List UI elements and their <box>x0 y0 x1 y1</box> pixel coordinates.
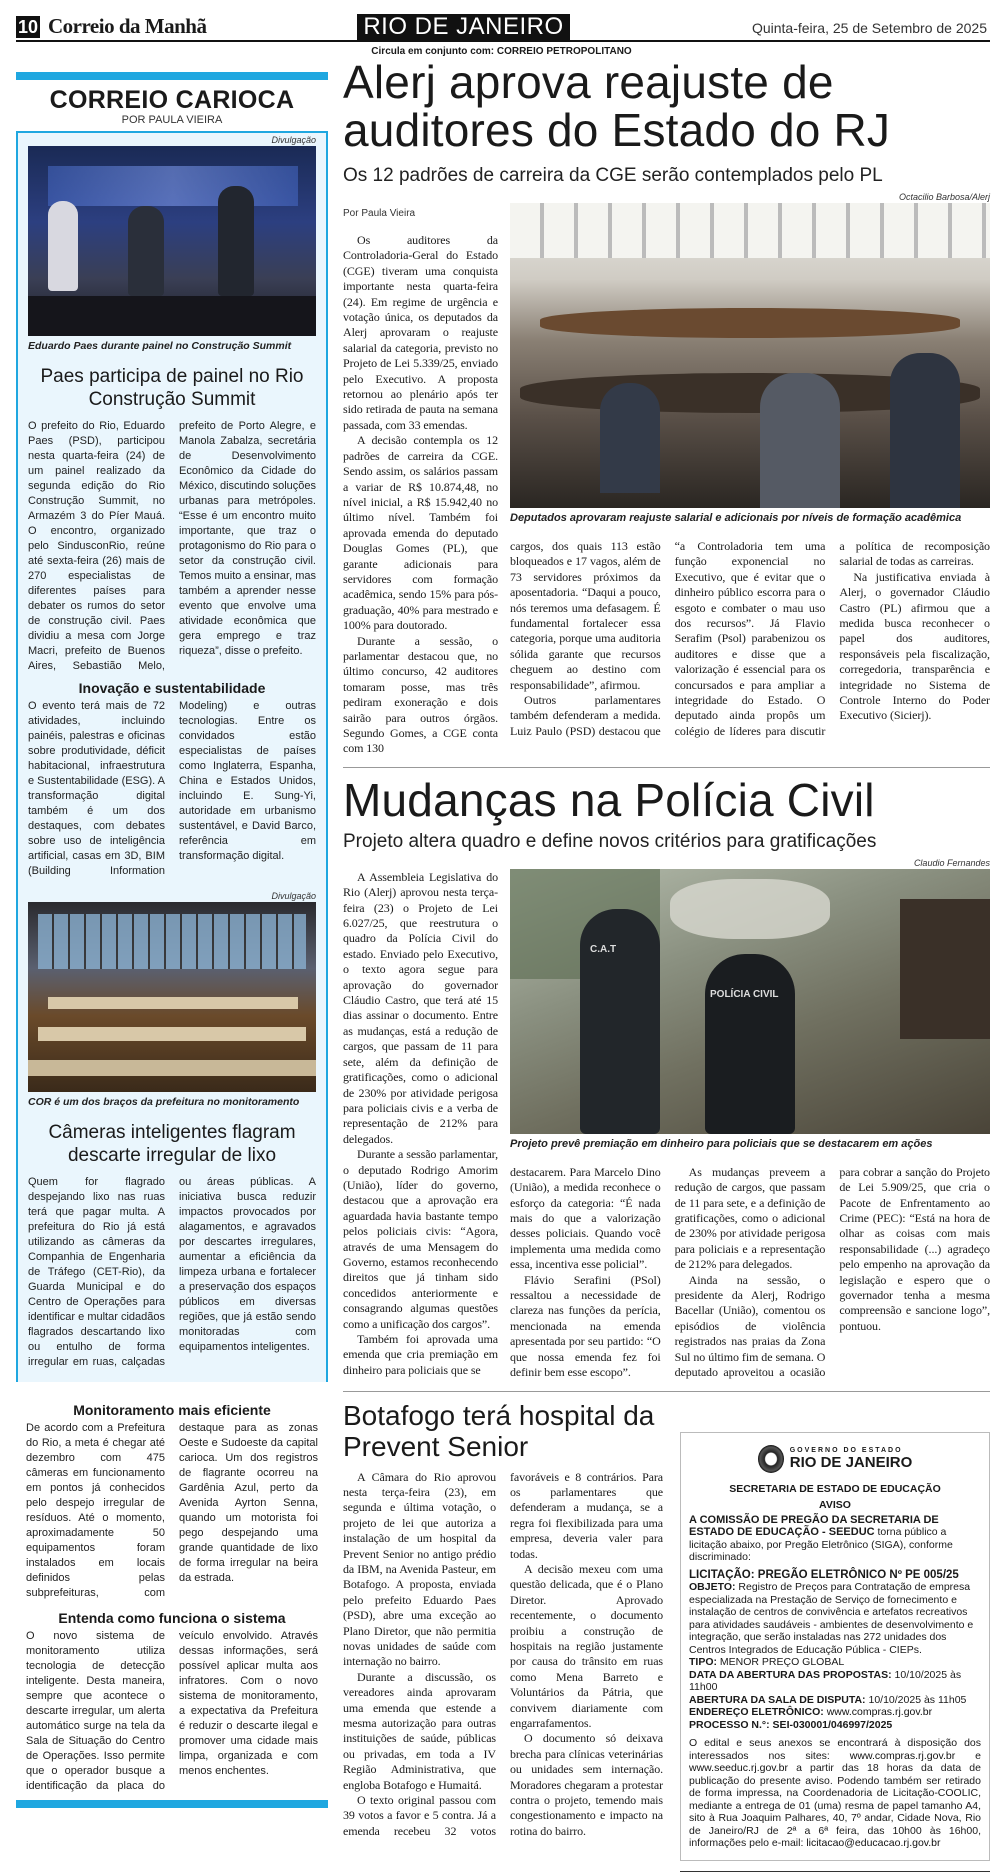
notice-intro-bold: A COMISSÃO DE PREGÃO DA SECRETARIA DE ESTADO DE EDUCAÇÃO - SEEDUC <box>689 1513 939 1538</box>
issue-date: Quinta-feira, 25 de Setembro de 2025 <box>751 20 987 36</box>
paragraph: Durante a sessão, o parlamentar destacou que, no último concurso, 42 auditores tomaram posse, mas três pediram exoneração e dois sairão para outros órgãos. Segundo Gomes, a CGE conta com 130 <box>343 633 498 756</box>
column-title: CORREIO CARIOCA <box>49 86 295 114</box>
vest-text: POLÍCIA CIVIL <box>710 988 779 1000</box>
notice-process-number: SEI-030001/046997/2025 <box>769 1718 893 1731</box>
photo-credit: Claudio Fernandes <box>913 857 990 868</box>
paragraph: Durante a discussão, os vereadores ainda aprovaram uma emenda que estende a mesma autorização para outras instituições de saúde, públicas ou privadas, em toda a IV Região Administrativa, que engloba Botafogo e Humaitá. <box>343 1669 496 1792</box>
notice-text: a partir das 18 horas da data de publicação do presente aviso. Podendo também ser retirado de forma impressa, na Coordenadoria de Licitação-COOLIC, mediante a entrega de 01 (uma) resma de papel tamanho A4, sito à Rua Joaquim Palhares, 40, 7º andar, Cidade Nova, Rio de Janeiro/RJ de 2ª a 6ª feira, das 10h00 às 16h00, informações pelo e-mail: <box>689 1762 981 1849</box>
story-headline: Paes participa de painel no Rio Construção Summit <box>40 366 304 410</box>
newspaper-name: Correio da Manhã <box>48 14 207 38</box>
story-subhead: Monitoramento mais eficiente <box>73 1402 271 1418</box>
story-text: O prefeito do Rio, Eduardo Paes (PSD), participou nesta quarta-feira (24) de um painel realizado da segunda edição do Rio Construção Summit, no Armazém 3 do Píer Mauá. O encontro, organizado pelo SindusconRio, reúne até sexta-feira (26) mais de 270 especialistas de diferentes países para debater os rumos do setor de construção civil. Paes dividiu a mesa com Jorge Macri, prefeito de Buenos Aires, Sebastião Melo, prefeito de Porto Alegre, e Manola Zabalza, secretária de Desenvolvimento Econômico da Cidade do México, discutindo soluções urbanas para metrópoles. “Esse é um encontro muito importante, que traz o protagonismo do Rio para o setor da construção civil. Temos muito a ensinar, mas também a aprender nesse evento que envolve uma atividade econômica que gera emprego e traz riqueza”, disse o prefeito. <box>28 420 316 672</box>
header-rule <box>16 40 990 42</box>
divider <box>343 767 990 768</box>
email-link[interactable]: licitacao@educacao.rj.gov.br <box>806 1837 941 1849</box>
paragraph: O documento só deixava brecha para clínicas veterinárias ou unidades sem internação. Moradores chegaram a protestar contra o projeto, temendo mais congestionamento e impacto na rotina do bairro. <box>510 1731 663 1838</box>
photo-caption: Projeto prevê premiação em dinheiro para policiais que se destacarem em ações <box>510 1137 933 1150</box>
assembly-photo <box>510 203 990 508</box>
seeduc-link[interactable]: www.seeduc.rj.gov.br <box>689 1762 789 1774</box>
sidebar <box>16 72 328 1808</box>
photo-caption: Eduardo Paes durante painel no Construção Summit <box>28 340 292 352</box>
paragraph: A Câmara do Rio aprovou nesta terça-feira (23), em segunda e última votação, o projeto de lei que autoriza a instalação de um hospital da Prevent Senior no antigo prédio da IBM, na Avenida Pasteur, em Botafogo. A proposta, enviada pelo prefeito Eduardo Paes (PSD), abre uma exceção ao Plano Diretor, que não permitia novas unidades de saúde com internação no bairro. <box>343 1469 496 1669</box>
notice-text: e <box>955 1749 981 1762</box>
article-body <box>343 858 990 1381</box>
paragraph: Ainda na sessão, o presidente da Alerj, Rodrigo Bacellar (União), comentou os episódios de violência registrados nas praias da Zona Sul no último fim de semana. O deputado aproveitou a ocasião para cobrar a sanção do Projeto de Lei 5.909/25, que cria o Pacote de Enfrentamento ao Crime (PEC): “Está na hora de olhar as coisas com mais responsabilidade (...) agradeço pelo empenho na aprovação da legislação e espero que o governador tenha a mesma compreensão e sancione logo”, pontuou. <box>674 1164 990 1380</box>
notice-agency: SECRETARIA DE ESTADO DE EDUCAÇÃO <box>729 1482 941 1495</box>
story-text: O novo sistema de monitoramento utiliza tecnologia de detecção inteligente. Desta maneira, sempre que acontece o descarte irregular, um alerta automático surge na tela da Sala de Situação do Centro de Operações. Isso permite que o operador busque a identificação da placa do veículo envolvido. Através dessas informações, será possível aplicar multa aos infratores. Com o novo sistema de monitoramento, a expectativa da Prefeitura é reduzir o descarte ilegal e promover uma cidade mais limpa, organizada e com menos enchentes. <box>26 1630 318 1792</box>
paragraph: A decisão mexeu com uma questão delicada, que é o Plano Diretor. Aprovado recentemente, o documento proibiu a construção de hospitais na região justamente por causa do trânsito em ruas como Mena Barreto e Voluntários da Pátria, que convivem diariamente com engarrafamentos. <box>510 1561 663 1730</box>
story-subhead: Inovação e sustentabilidade <box>78 680 266 696</box>
label: OBJETO: <box>689 1581 736 1593</box>
paragraph: Também foi aprovada uma emenda que cria premiação em dinheiro para policiais que se <box>343 1332 498 1377</box>
coat-of-arms-icon <box>758 1445 784 1473</box>
photo-caption: Deputados aprovaram reajuste salarial e adicionais por níveis de formação acadêmica <box>510 512 962 524</box>
sidebar-top-bar <box>16 72 328 80</box>
page-number: 10 <box>17 17 39 37</box>
article-headline: Botafogo terá hospital da Prevent Senior <box>343 1399 655 1462</box>
vest-text: C.A.T <box>590 943 617 955</box>
paragraph: A Assembleia Legislativa do Rio (Alerj) aprovou nesta terça-feira (23) o Projeto de Lei 6.027/25, que reestrutura o quadro da Polícia Civil do estado. Enviado pelo Executivo, o texto agora segue para aprovação do governador Cláudio Castro, que terá até 15 dias assinar o documento. Entre as mudanças, está a redução de cargos, que passam de 11 para sete, além da definição de gratificações, como o adicional de 230% por atividade perigosa para policiais civis e a verba de representação de 212% para delegados. <box>343 869 498 1146</box>
notice-text: O edital e seus anexos se encontrará à disposição dos interessados nos sites: <box>689 1737 981 1762</box>
divider <box>680 1871 990 1872</box>
article-column-1 <box>343 233 498 757</box>
article-headline: Alerj aprova reajuste de auditores do Estado do RJ <box>343 56 891 156</box>
bottom-row <box>343 1400 990 1872</box>
sidebar-continuation <box>16 1382 328 1800</box>
story-headline: Câmeras inteligentes flagram descarte irregular de lixo <box>48 1122 296 1166</box>
notice-column <box>680 1400 990 1872</box>
label: DATA DA ABERTURA DAS PROPOSTAS: <box>689 1668 892 1681</box>
notice-type-value: MENOR PREÇO GLOBAL <box>717 1656 845 1668</box>
paragraph: Durante a sessão parlamentar, o deputado Rodrigo Amorim (União), líder do governo, destacou que a aprovação era aguardada havia bastante tempo pelos policiais civis: “Agora, através de uma Mensagem do Governo, estamos reconhecendo direitos que já tinham sido concedidos anteriormente e consagrando algumas questões como a unificação dos cargos”. <box>343 1147 498 1331</box>
operations-center-photo <box>28 902 316 1092</box>
paragraph: As mudanças preveem a redução de cargos, que passam de 11 para sete, e a definição de gratificações, como o adicional de 230% por atividade perigosa para policiais e a representação de 212% para delegados. <box>674 1164 826 1272</box>
photo-credit: Octacilio Barbosa/Alerj <box>898 192 990 202</box>
article-3 <box>343 1400 663 1840</box>
label: TIPO: <box>689 1656 717 1668</box>
sidebar-bottom-bar <box>16 1800 328 1808</box>
article-columns <box>510 539 990 739</box>
notice-dispute-date: 10/10/2025 às 11h05 <box>865 1693 967 1706</box>
article-subtitle: Projeto altera quadro e define novos critérios para gratificações <box>343 830 877 852</box>
notice-object: Registro de Preços para Contratação de empresa especializada na Prestação de Serviço de fornecimento e instalação de centros de convivência e artefatos recreativos para atividades saudáveis - ambientes de desenvolvimento e integração, que serão instaladas nas 272 unidades dos Centros Integrados de Educação Pública - CIEPs. <box>689 1581 974 1656</box>
divider <box>343 1391 990 1392</box>
public-notice <box>680 1432 990 1861</box>
article-subtitle: Os 12 padrões de carreira da CGE serão contemplados pelo PL <box>343 165 883 186</box>
story-text: De acordo com a Prefeitura do Rio, a meta é chegar até dezembro com 475 câmeras em funcionamento em pontos já conhecidos pelo despejo irregular de resíduos. Até o momento, aproximadamente 50 equipamentos foram instalados em locais definidos pelas subprefeituras, com destaque para as zonas Oeste e Sudoeste da capital carioca. Um dos registros de flagrante ocorreu na Gardênia Azul, perto da Avenida Ayrton Senna, quando um motorista foi pego despejando uma grande quantidade de lixo de forma irregular na beira da estrada. <box>26 1422 318 1599</box>
paragraph: Outros parlamentares também defenderam a medida. Luiz Paulo (PSD) destacou que “a Controladoria tem uma função exponencial no Executivo, que é evitar que o dinheiro público escorra para o esgoto e combater o mau uso dos recursos”. Já Flavio Serafim (Psol) parabenizou os auditores e disse que a valorização é essencial para os concursados e para ampliar a integridade do Estado. O deputado ainda propôs um colégio de líderes para discutir a política de recomposição salarial de todas as carreiras. <box>510 539 990 738</box>
paragraph: cargos, dos quais 113 estão bloqueados e 17 vagos, além de 73 servidores próximos da aposentadoria. “Daqui a pouco, nós teremos uma defasagem. É fundamental fortalecer essa categoria, porque uma auditoria sólida garante que recursos cheguem ao destino com responsabilidade”, afirmou. <box>510 539 661 692</box>
paragraph: O texto original passou com 39 votos a favor e 5 contra. Já a emenda recebeu 32 votos favoráveis e 8 contrários. Para os parlamentares que defenderam a mudança, se a regra foi flexibilizada para uma empresa, deveria valer para todas. <box>343 1469 663 1838</box>
paragraph: Flávio Serafini (PSol) ressaltou a necessidade de clareza nas funções da perícia, mencionada na emenda apresentada por seu partido: “O que nossa emenda fez foi definir bem esse escopo”. <box>510 1272 661 1380</box>
notice-type: AVISO <box>819 1499 851 1511</box>
photo-credit: Divulgação <box>271 135 316 145</box>
story-text: O evento terá mais de 72 atividades, incluindo painéis, palestras e oficinas sobre produtividade, déficit habitacional, infraestrutura e Sustentabilidade (ESG). A transformação digital também é um dos destaques, com debates sobre uso de inteligência artificial, casas em 3D, BIM (Building Information Modeling) e outras tecnologias. Entre os convidados estão especialistas de países como Inglaterra, Espanha, China e Estados Unidos, incluindo E. Sung-Yi, autoridade em urbanismo sustentável, e David Barco, referência em transformação digital. <box>28 700 316 877</box>
section-title: RIO DE JANEIRO <box>357 14 570 40</box>
label: ABERTURA DA SALA DE DISPUTA: <box>689 1693 866 1706</box>
story-text: Quem for flagrado despejando lixo nas ruas terá que pagar multa. A prefeitura do Rio já está utilizando as câmeras da Companhia de Engenharia de Tráfego (CET-Rio), da Guarda Municipal e do Centro de Operações para identificar e multar cidadãos flagrados descartando lixo ou entulho de forma irregular em ruas, calçadas ou áreas públicas. A iniciativa busca reduzir impactos provocados por alagamentos, e agravados por descartes irregulares, aumentar a eficiência da limpeza urbana e fortalecer a preservação dos espaços públicos em diversas regiões, que já estão sendo monitoradas com equipamentos inteligentes. <box>28 1176 316 1368</box>
photo-caption: COR é um dos braços da prefeitura no monitoramento <box>28 1096 300 1108</box>
notice-proposals-date: 10/10/2025 às 11h00 <box>689 1668 962 1693</box>
compras-link[interactable]: www.compras.rj.gov.br <box>826 1706 933 1718</box>
article-column-1 <box>343 870 498 1378</box>
sidebar-box <box>16 131 328 1382</box>
paragraph: Na justificativa enviada à Alerj, o governador Cláudio Castro (PL) afirmou que a medida busca reconhecer o papel dos auditores, responsáveis pela fiscalização, corregedoria, transparência e integridade no Sistema de Controle Interno do Poder Executivo (Sicierj). <box>839 569 990 723</box>
article-headline: Mudanças na Polícia Civil <box>343 773 875 826</box>
article-columns <box>510 1165 990 1381</box>
article-body <box>343 192 990 757</box>
police-photo <box>510 869 990 1134</box>
compras-link[interactable]: www.compras.rj.gov.br <box>849 1749 956 1762</box>
logo-top-text: GOVERNO DO ESTADO <box>789 1446 903 1454</box>
paragraph: Os auditores da Controladoria-Geral do Estado (CGE) tiveram uma conquista importante nesta quarta-feira (24). Em regime de urgência e votação única, os deputados da Alerj aprovaram o reajuste salarial da categoria, previsto no Projeto de Lei 5.339/25, enviado pelo Executivo. A proposta retornou ao plenário após ter sido retirada de pauta na semana passada, com 33 emendas. <box>343 233 498 432</box>
label: ENDEREÇO ELETRÔNICO: <box>689 1706 824 1718</box>
article-byline: Por Paula Vieira <box>343 208 416 219</box>
notice-intro: torna público a licitação abaixo, por Pregão Eletrônico (SIGA), conforme discriminado: <box>689 1526 953 1563</box>
panel-photo <box>28 146 316 336</box>
label: PROCESSO N.°: <box>689 1718 770 1731</box>
circulation-note: Circula em conjunto com: CORREIO PETROPOLITANO <box>371 46 632 57</box>
photo-credit: Divulgação <box>271 891 316 901</box>
government-logo <box>689 1445 981 1473</box>
column-byline: POR PAULA VIEIRA <box>121 114 223 126</box>
paragraph: destacarem. Para Marcelo Dino (União), a medida reconhece o esforço da categoria: “É nada mais do que a valorização desses policiais. Quando você implementa uma medida como essa, incentiva esse policial”. <box>510 1164 661 1272</box>
paragraph: A decisão contempla os 12 padrões de carreira da CGE. Sendo assim, os salários passam a variar de R$ 10.874,48, no nível inicial, a R$ 15.942,40 no último nível. Também foi aprovada emenda do deputado Douglas Gomes (PL), que garante adicionais para servidores com formação acadêmica, sendo 15% para pós-graduação, 40% para mestrado e 100% para doutorado. <box>343 433 498 633</box>
notice-bid: LICITAÇÃO: PREGÃO ELETRÔNICO Nº PE 005/25 <box>689 1568 959 1581</box>
article-columns <box>343 1470 663 1840</box>
main-content <box>343 58 990 1872</box>
story-subhead: Entenda como funciona o sistema <box>58 1610 286 1626</box>
logo-main-text: RIO DE JANEIRO <box>789 1453 913 1471</box>
